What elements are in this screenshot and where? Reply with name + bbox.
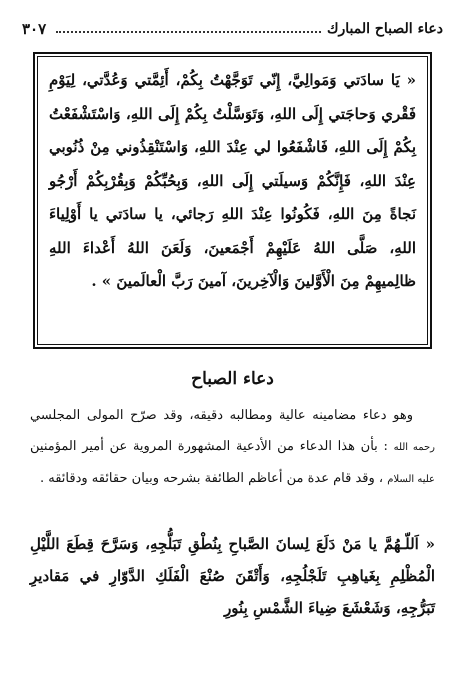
prayer-text: « اَللّـهُمَّ يا مَنْ دَلَعَ لِسانَ الصَّباحِ بِنُطْقِ تَبَلُّجِهِ، وَسَرَّحَ قِطَعَ اللَّيْلِ الْمُظْلِمِ بِغَياهِبِ تَلَجْلُجِهِ، وَأَتْقَنَ صُنْعَ الْفَلَكِ الدَّوّارِ في مَقاديرِ تَبَرُّجِهِ، وَشَعْشَعَ ضِياءَ الشَّمْسِ بِنُورِ	[30, 535, 435, 617]
running-title: دعاء الصباح المبارك	[326, 21, 443, 37]
header-dotted-leader	[56, 31, 321, 33]
page-header	[22, 17, 443, 41]
framed-box	[33, 52, 432, 349]
honorific-symbol: عليه السلام	[387, 474, 435, 485]
intro-text-1: وهو دعاء مضامينه عالية ومطالبه دقيقه، وقد صرّح المولى المجلسي	[30, 408, 413, 423]
framed-prayer-text: « يَا سادَتي وَمَوالِيَّ، إِنّي تَوَجَّهْتُ بِكُمْ، أَئِمَّتي وَعُدَّتي، لِيَوْمِ فَقْري وَحاجَتي إِلَى اللهِ، وَتَوَسَّلْتُ بِكُمْ إِلَى اللهِ، وَاسْتَشْفَعْتُ بِكُمْ إِلَى اللهِ، فَاشْفَعُوا لي عِنْدَ اللهِ، وَاسْتَنْقِذُوني مِنْ ذُنُوبي عِنْدَ اللهِ، فَإِنَّكُمْ وَسيلَتي إِلَى اللهِ، وَبِحُبِّكُمْ وَبِقُرْبِكُمْ أَرْجُو نَجاةً مِنَ اللهِ، فَكُونُوا عِنْدَ اللهِ رَجائي، يا سادَتي يا أَوْلِياءَ اللهِ، صَلَّى اللهُ عَلَيْهِمْ أَجْمَعينَ، وَلَعَنَ اللهُ أَعْداءَ اللهِ ظالِميهِمْ مِنَ الْأَوَّلينَ وَالْآخِرينَ، آمينَ رَبَّ الْعالَمينَ » .	[49, 71, 416, 290]
intro-text-3: ، وقد قام عدة من أعاظم الطائفة بشرحه وبيان حقائقه ودقائقه .	[39, 471, 384, 486]
section-title: دعاء الصباح	[191, 369, 274, 389]
intro-text-2: : بأن هذا الدعاء من الأدعية المشهورة المروية عن أمير المؤمنين	[30, 439, 388, 454]
honorific-symbol: رحمه الله	[393, 442, 435, 453]
page-number: ٣٠٧	[22, 20, 47, 38]
intro-paragraph	[30, 400, 435, 495]
